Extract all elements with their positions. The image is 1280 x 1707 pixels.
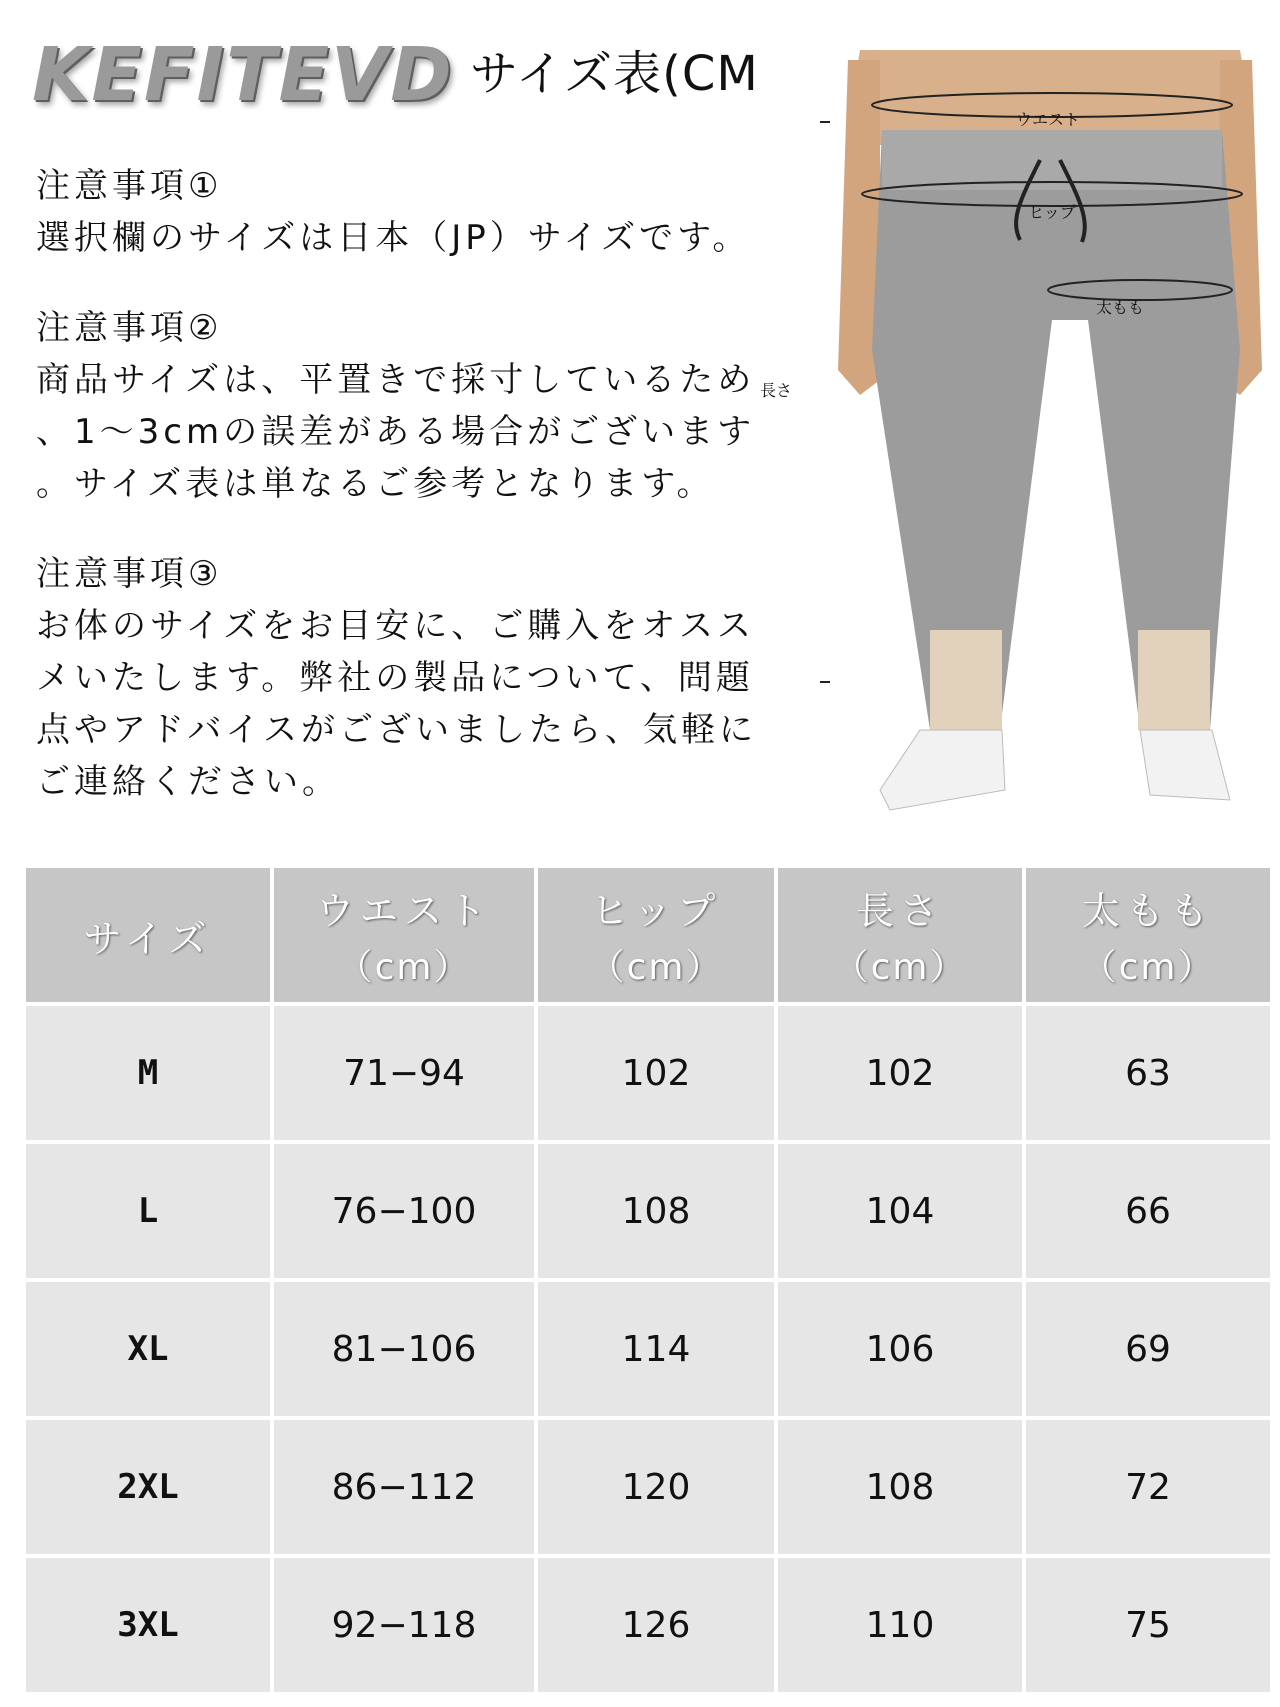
thigh-cell: 66 (1026, 1144, 1270, 1278)
length-cell: 106 (778, 1282, 1022, 1416)
thigh-cell: 63 (1026, 1006, 1270, 1140)
waist-cell: 71−94 (274, 1006, 534, 1140)
header-size (26, 868, 270, 1002)
note-body: お体のサイズをお目安に、ご購入をオスス メいたします。弊社の製品について、問題 点やアドバイスがございましたら、気軽に ご連絡ください。 (36, 606, 757, 802)
thigh-label: 太もも (1095, 298, 1145, 317)
size-cell: 2XL (26, 1420, 270, 1554)
waist-cell: 81−106 (274, 1282, 534, 1416)
notes-section (36, 160, 796, 846)
table-row (26, 1144, 1270, 1278)
hip-cell: 114 (538, 1282, 774, 1416)
length-label: 長さ (760, 381, 793, 400)
header-hip (538, 868, 774, 1002)
note-heading: 注意事項① (36, 166, 223, 206)
measurement-diagram (820, 50, 1280, 840)
left-shoe (880, 730, 1005, 810)
page-title: サイズ表(CM (470, 46, 759, 102)
note-1 (36, 160, 796, 264)
brand-logo: KEFITEVD (32, 32, 454, 118)
hip-cell: 120 (538, 1420, 774, 1554)
note-3 (36, 548, 796, 808)
note-body: 選択欄のサイズは日本（JP）サイズです。 (36, 218, 751, 258)
header-unit: （cm） (832, 947, 968, 988)
table-row (26, 1282, 1270, 1416)
thigh-cell: 75 (1026, 1558, 1270, 1692)
size-cell: 3XL (26, 1558, 270, 1692)
header-thigh (1026, 868, 1270, 1002)
header-unit: （cm） (1080, 947, 1216, 988)
hip-cell: 126 (538, 1558, 774, 1692)
hip-cell: 108 (538, 1144, 774, 1278)
table-row (26, 1558, 1270, 1692)
length-cell: 104 (778, 1144, 1022, 1278)
note-body: 商品サイズは、平置きで採寸しているため 、1〜3cmの誤差がある場合がございます 。サイズ表は単なるご参考となります。 (36, 360, 756, 504)
length-cell: 108 (778, 1420, 1022, 1554)
table-row (26, 1420, 1270, 1554)
size-table (26, 868, 1270, 1704)
right-shoe (1140, 730, 1230, 800)
size-cell: M (26, 1006, 270, 1140)
waist-cell: 92−118 (274, 1558, 534, 1692)
size-cell: L (26, 1144, 270, 1278)
length-cell: 102 (778, 1006, 1022, 1140)
table-row (26, 1006, 1270, 1140)
length-cell: 110 (778, 1558, 1022, 1692)
waist-label: ウエスト (1015, 110, 1081, 129)
thigh-cell: 72 (1026, 1420, 1270, 1554)
header-label: ヒップ (590, 889, 722, 933)
size-cell: XL (26, 1282, 270, 1416)
table-header-row (26, 868, 1270, 1002)
header-unit: （cm） (588, 947, 724, 988)
hip-cell: 102 (538, 1006, 774, 1140)
header-label: サイズ (83, 916, 213, 961)
header-length (778, 868, 1022, 1002)
waist-cell: 76−100 (274, 1144, 534, 1278)
header-label: 長さ (855, 889, 944, 933)
header-waist (274, 868, 534, 1002)
waist-cell: 86−112 (274, 1420, 534, 1554)
note-heading: 注意事項② (36, 308, 223, 348)
header-label: 太もも (1081, 889, 1214, 933)
note-2 (36, 302, 796, 510)
note-heading: 注意事項③ (36, 554, 223, 594)
left-cuff-lining (930, 630, 1002, 730)
hip-label: ヒップ (1028, 203, 1076, 222)
header-unit: （cm） (336, 947, 472, 988)
right-cuff-lining (1138, 630, 1210, 730)
thigh-cell: 69 (1026, 1282, 1270, 1416)
header-label: ウエスト (315, 889, 492, 933)
